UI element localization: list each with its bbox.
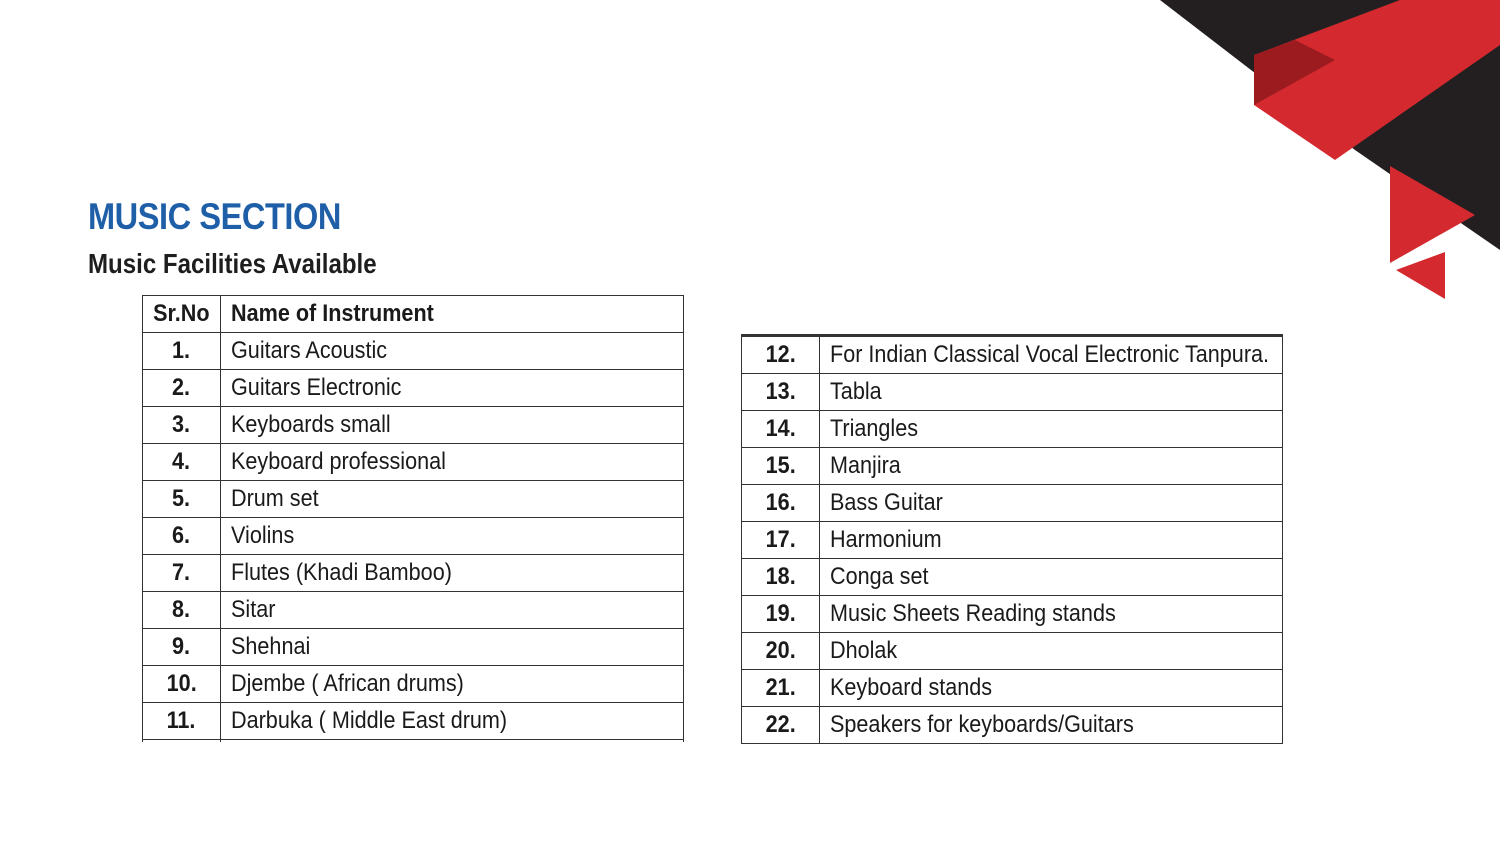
table-row [143, 666, 684, 703]
table-row [742, 522, 1283, 559]
instrument-table-right [741, 334, 1283, 744]
page-subtitle: Music Facilities Available [88, 248, 377, 279]
table-row [143, 629, 684, 666]
instrument-name: Conga set [820, 559, 1283, 596]
instrument-name: Manjira [820, 448, 1283, 485]
table-header-row [143, 296, 684, 333]
row-number: 21. [742, 670, 820, 707]
row-number: 15. [742, 448, 820, 485]
instrument-name: Harmonium [820, 522, 1283, 559]
row-number: 4. [143, 444, 221, 481]
row-number: 9. [143, 629, 221, 666]
instrument-name: Keyboards small [221, 407, 684, 444]
row-number: 18. [742, 559, 820, 596]
instrument-name: Keyboard professional [221, 444, 684, 481]
table-row [742, 670, 1283, 707]
instrument-name: Keyboard stands [820, 670, 1283, 707]
table-row [742, 336, 1283, 374]
instrument-name: Violins [221, 518, 684, 555]
row-number: 11. [143, 703, 221, 740]
instrument-name: Drum set [221, 481, 684, 518]
instrument-name: Flutes (Khadi Bamboo) [221, 555, 684, 592]
table-row [742, 596, 1283, 633]
instrument-name: Sitar [221, 592, 684, 629]
table-row [742, 633, 1283, 670]
row-number: 3. [143, 407, 221, 444]
table-continuation [143, 740, 684, 743]
table-row [143, 370, 684, 407]
table-row [143, 444, 684, 481]
table-row [742, 485, 1283, 522]
row-number: 19. [742, 596, 820, 633]
row-number: 2. [143, 370, 221, 407]
instrument-name: Shehnai [221, 629, 684, 666]
table-row [143, 592, 684, 629]
row-number: 10. [143, 666, 221, 703]
table-row [143, 481, 684, 518]
instrument-table-left [142, 295, 684, 742]
instrument-name: Music Sheets Reading stands [820, 596, 1283, 633]
header-sr-no: Sr.No [143, 296, 221, 333]
row-number: 20. [742, 633, 820, 670]
table-row [742, 448, 1283, 485]
row-number: 13. [742, 374, 820, 411]
table-row [143, 703, 684, 740]
instrument-name: Darbuka ( Middle East drum) [221, 703, 684, 740]
instrument-name: Tabla [820, 374, 1283, 411]
row-number: 14. [742, 411, 820, 448]
row-number: 17. [742, 522, 820, 559]
row-number: 7. [143, 555, 221, 592]
row-number: 8. [143, 592, 221, 629]
table-row [742, 559, 1283, 596]
row-number: 6. [143, 518, 221, 555]
table-row [143, 555, 684, 592]
row-number: 5. [143, 481, 221, 518]
small-triangle-icon [1396, 252, 1445, 299]
table-row [742, 411, 1283, 448]
row-number: 12. [742, 336, 820, 374]
instrument-name: Dholak [820, 633, 1283, 670]
table-row [143, 407, 684, 444]
table-row [143, 333, 684, 370]
row-number: 22. [742, 707, 820, 744]
row-number: 1. [143, 333, 221, 370]
instrument-name: Guitars Electronic [221, 370, 684, 407]
page-title: MUSIC SECTION [88, 196, 341, 237]
table-row [742, 707, 1283, 744]
instrument-name: For Indian Classical Vocal Electronic Tanpura. [820, 336, 1283, 374]
row-number: 16. [742, 485, 820, 522]
instrument-name: Guitars Acoustic [221, 333, 684, 370]
header-instrument-name: Name of Instrument [221, 296, 684, 333]
table-row [742, 374, 1283, 411]
table-row [143, 518, 684, 555]
corner-decoration [1160, 0, 1500, 310]
instrument-name: Triangles [820, 411, 1283, 448]
instrument-name: Bass Guitar [820, 485, 1283, 522]
instrument-name: Speakers for keyboards/Guitars [820, 707, 1283, 744]
instrument-name: Djembe ( African drums) [221, 666, 684, 703]
